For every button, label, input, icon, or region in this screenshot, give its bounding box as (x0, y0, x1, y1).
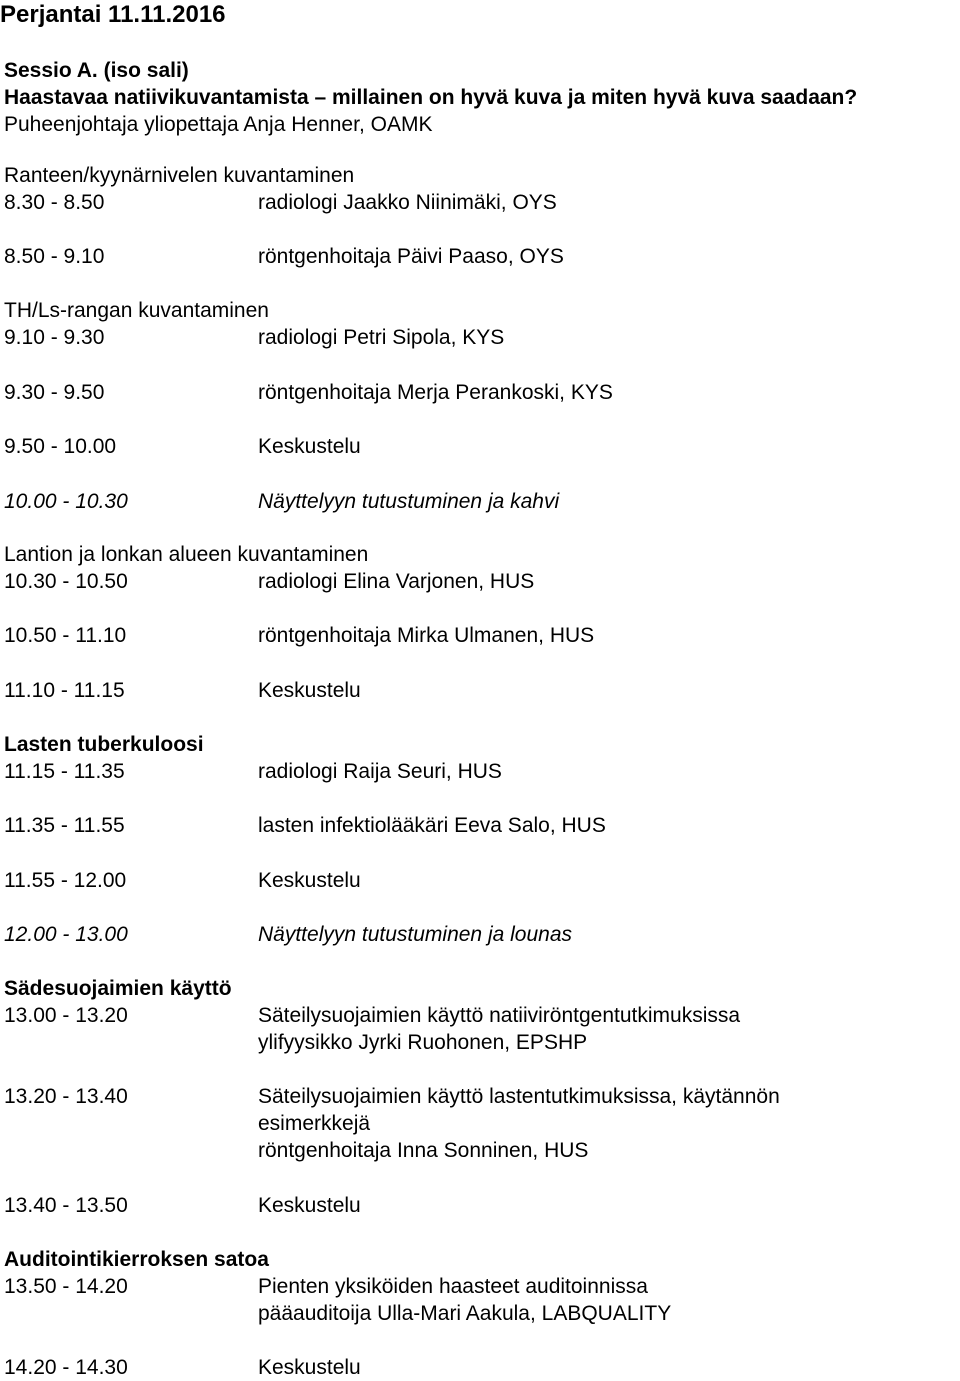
block-heading: Ranteen/kyynärnivelen kuvantaminen (4, 164, 355, 187)
item-time: 14.20 - 14.30 (4, 1356, 128, 1379)
item-text: röntgenhoitaja Mirka Ulmanen, HUS (258, 624, 595, 647)
item-text: radiologi Raija Seuri, HUS (258, 760, 502, 783)
session-name: Sessio A. (iso sali) (4, 59, 189, 82)
block-heading: Auditointikierroksen satoa (4, 1248, 269, 1271)
item-text: Keskustelu (258, 679, 361, 702)
item-text: Pienten yksiköiden haasteet auditoinnissa (258, 1275, 648, 1298)
item-text-line2: ylifyysikko Jyrki Ruohonen, EPSHP (258, 1031, 588, 1054)
item-text-line2: esimerkkejä (258, 1112, 371, 1135)
item-time: 11.15 - 11.35 (4, 760, 125, 783)
item-text-line2: pääauditoija Ulla-Mari Aakula, LABQUALITY (258, 1302, 672, 1325)
item-text: radiologi Elina Varjonen, HUS (258, 570, 535, 593)
block-heading: TH/Ls-rangan kuvantaminen (4, 299, 269, 322)
item-text: radiologi Jaakko Niinimäki, OYS (258, 191, 557, 214)
item-time: 8.30 - 8.50 (4, 191, 105, 214)
block-heading: Lasten tuberkuloosi (4, 733, 204, 756)
item-text: Säteilysuojaimien käyttö lastentutkimuksissa, käytännön (258, 1085, 780, 1108)
session-theme: Haastavaa natiivikuvantamista – millainen on hyvä kuva ja miten hyvä kuva saadaan? (4, 86, 858, 109)
item-time: 13.40 - 13.50 (4, 1194, 128, 1217)
item-time: 10.00 - 10.30 (4, 490, 128, 513)
item-text: Näyttelyyn tutustuminen ja kahvi (258, 490, 560, 513)
item-time: 9.50 - 10.00 (4, 435, 117, 458)
item-text: Keskustelu (258, 1194, 361, 1217)
item-time: 9.30 - 9.50 (4, 381, 105, 404)
item-text: Keskustelu (258, 435, 361, 458)
item-time: 11.35 - 11.55 (4, 814, 125, 837)
item-time: 13.00 - 13.20 (4, 1004, 128, 1027)
item-text: Keskustelu (258, 1356, 361, 1379)
item-text: röntgenhoitaja Päivi Paaso, OYS (258, 245, 564, 268)
item-text: Näyttelyyn tutustuminen ja lounas (258, 923, 573, 946)
item-text: Säteilysuojaimien käyttö natiiviröntgentutkimuksissa (258, 1004, 741, 1027)
item-time: 9.10 - 9.30 (4, 326, 105, 349)
item-time: 13.50 - 14.20 (4, 1275, 128, 1298)
item-text: radiologi Petri Sipola, KYS (258, 326, 505, 349)
item-time: 10.50 - 11.10 (4, 624, 127, 647)
block-heading: Lantion ja lonkan alueen kuvantaminen (4, 543, 369, 566)
session-chair: Puheenjohtaja yliopettaja Anja Henner, OAMK (4, 113, 433, 136)
item-text: lasten infektiolääkäri Eeva Salo, HUS (258, 814, 606, 837)
item-time: 12.00 - 13.00 (4, 923, 128, 946)
item-text-line3: röntgenhoitaja Inna Sonninen, HUS (258, 1139, 589, 1162)
item-time: 8.50 - 9.10 (4, 245, 105, 268)
item-text: Keskustelu (258, 869, 361, 892)
item-time: 11.10 - 11.15 (4, 679, 125, 702)
block-heading: Sädesuojaimien käyttö (4, 977, 232, 1000)
item-text: röntgenhoitaja Merja Perankoski, KYS (258, 381, 613, 404)
item-time: 11.55 - 12.00 (4, 869, 127, 892)
item-time: 10.30 - 10.50 (4, 570, 128, 593)
page-title: Perjantai 11.11.2016 (0, 1, 226, 28)
item-time: 13.20 - 13.40 (4, 1085, 128, 1108)
